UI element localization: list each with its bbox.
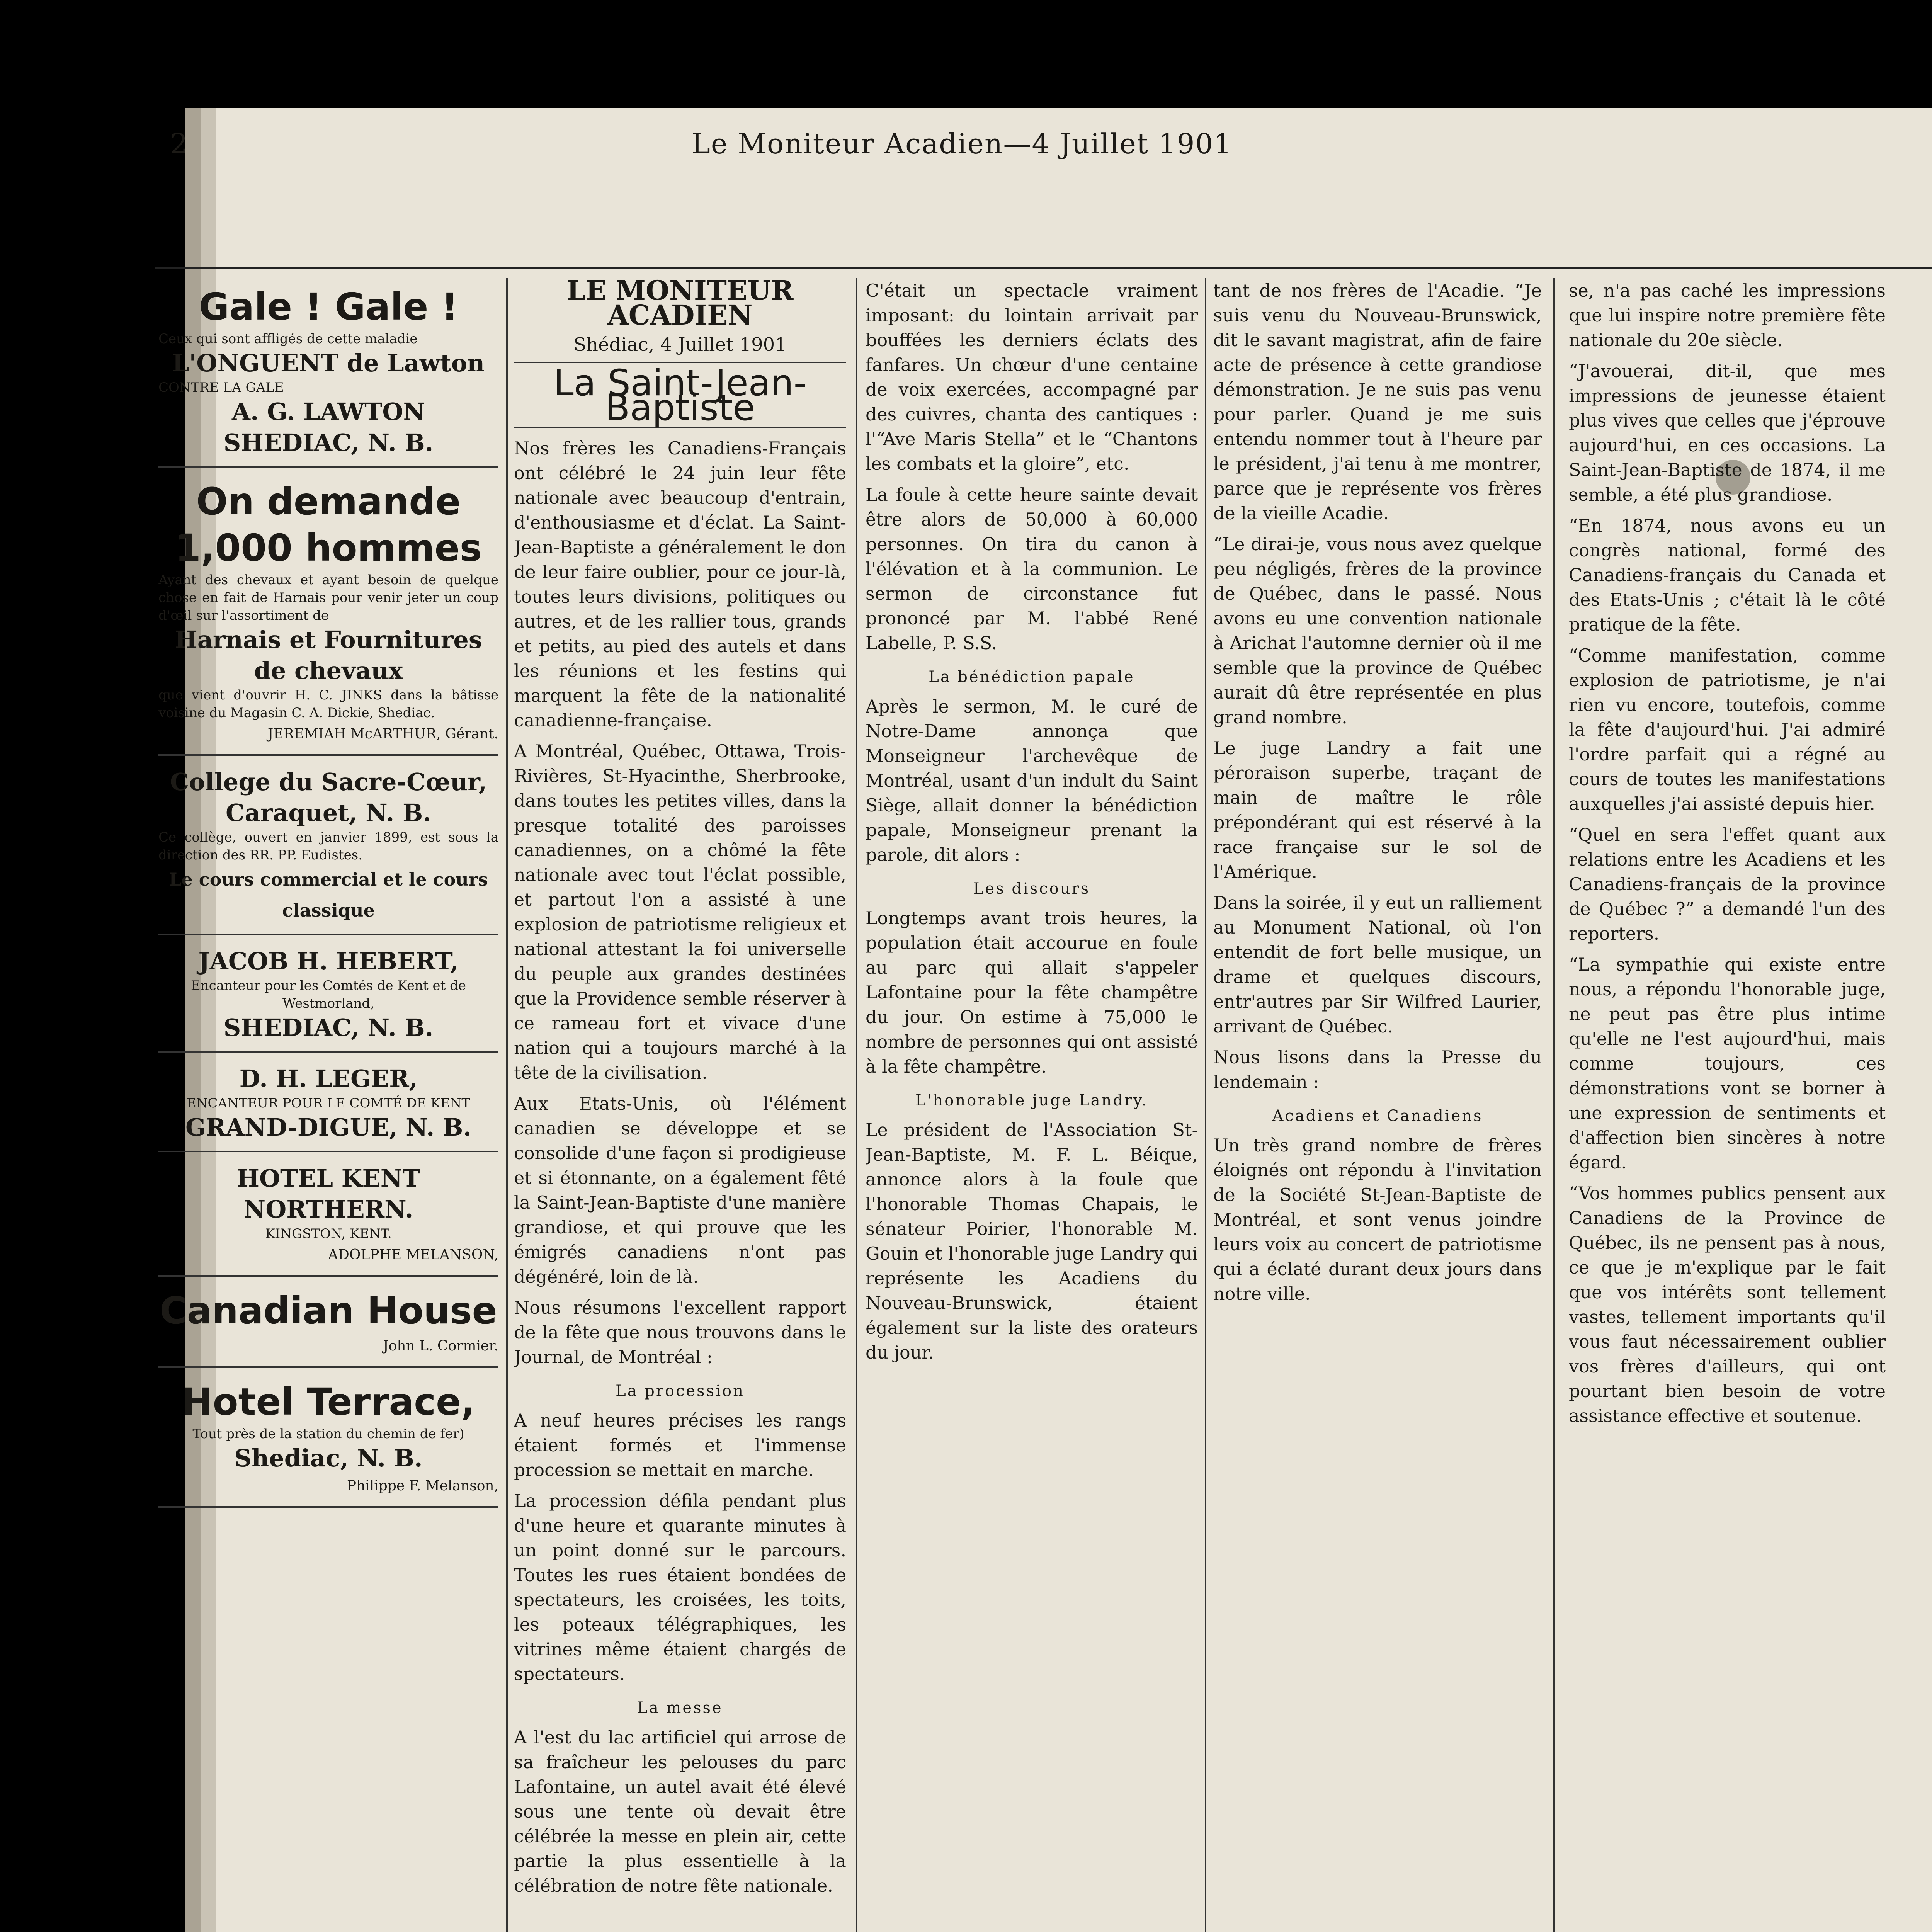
masthead-rule — [155, 267, 1932, 269]
paragraph: Nous résumons l'excellent rapport de la fête que nous trouvons dans le Journal, de Montréal : — [514, 1297, 846, 1367]
paragraph: “Vos hommes publics pensent aux Canadiens de la Province de Québec, ils ne pensent pas à nous, ce que je m'explique par le fait que vos intérêts sont tellement vastes, tellement importants qu'il vous faut nécessairement oublier vos frères d'ailleurs, qui ont pourtant bien besoin de votre assistance effective et soutenue. — [1569, 1183, 1886, 1426]
masthead — [170, 128, 1932, 166]
paragraph: La procession défila pendant plus d'une heure et quarante minutes à un point donné sur le parcours. Toutes les rues étaient bondées de spectateurs, les croisées, les toits, les poteaux télégraphiques, les vitrines même étaient chargés de spectateurs. — [514, 1490, 846, 1684]
paragraph: Nos frères les Canadiens-Français ont célébré le 24 juin leur fête nationale avec beaucoup d'entrain, d'enthousiasme et d'éclat. La Saint-Jean-Baptiste a généralement le don de leur faire oublier, pour ce jour-là, toutes leurs divisions, politiques ou autres, et de les rallier tous, grands et petits, au pied des autels et dans les réunions et les festins qui marquent la fête de la nationalité canadienne-française. — [514, 438, 846, 731]
paper-name: LE MONITEUR ACADIEN — [566, 278, 794, 331]
paragraph: A l'est du lac artificiel qui arrose de sa fraîcheur les pelouses du parc Lafontaine, un autel avait été élevé sous une tente où devait être célébrée la messe en plein air, cette partie la plus essentielle à la célébration de notre fête nationale. — [514, 1727, 846, 1896]
section-heading: La procession — [616, 1382, 745, 1400]
article-column-4 — [1569, 278, 1886, 1932]
paragraph: C'était un spectacle vraiment imposant: du lointain arrivait par bouffées les derniers éclats des fanfares. Un chœur d'une centaine de voix exercées, accompagné par des cuivres, chanta des cantiques : l'“Ave Maris Stella” et le “Chantons les combats et la gloire”, etc. — [866, 280, 1198, 474]
section-heading: L'honorable juge Landry. — [915, 1092, 1148, 1109]
paragraph: Le président de l'Association St-Jean-Baptiste, M. F. L. Béique, annonce alors à la foule que l'honorable Thomas Chapais, le sénateur Poirier, l'honorable M. Gouin et l'honorable juge Landry qui représente les Acadiens du Nouveau-Brunswick, étaient également sur la liste des orateurs du jour. — [866, 1119, 1198, 1363]
ad-leger: D. H. LEGER, ENCANTEUR POUR LE COMTÉ DE KENT GRAND-DIGUE, N. B. — [158, 1058, 498, 1152]
column-rule — [856, 278, 857, 1932]
column-rule — [1205, 278, 1206, 1932]
ad-gale-title: Gale ! Gale ! — [199, 285, 458, 328]
editorial-masthead — [514, 278, 846, 363]
paragraph: tant de nos frères de l'Acadie. “Je suis venu du Nouveau-Brunswick, dit le savant magistrat, afin de faire acte de présence à cette grandiose démonstration. Je ne suis pas venu pour parler. Quand je me suis entendu nommer tout à l'heure par le président, j'ai tenu à me montrer, parce que je représente vos frères de la vieille Acadie. — [1213, 280, 1542, 524]
ad-college: College du Sacre-Cœur, Caraquet, N. B. Ce collège, ouvert en janvier 1899, est sous la direction des RR. PP. Eudistes. Le cours commercial et le cours classique — [158, 761, 498, 935]
ad-harnais-title: On demande 1,000 hommes — [175, 480, 482, 570]
paragraph: “La sympathie qui existe entre nous, a répondu l'honorable juge, ne peut pas être plus intime qu'elle ne l'est aujourd'hui, mais comme toujours, ces démonstrations vont se borner à une expression de sentiments et d'affection bien sincères à notre égard. — [1569, 954, 1886, 1173]
article-column-3 — [1213, 278, 1542, 1932]
ad-hotel-kent: HOTEL KENT NORTHERN. KINGSTON, KENT. ADOLPHE MELANSON, — [158, 1158, 498, 1277]
ad-hotel-terrace: Hotel Terrace, Tout près de la station du chemin de fer) Shediac, N. B. Philippe F. Melanson, — [158, 1373, 498, 1508]
paragraph: “Quel en sera l'effet quant aux relations entre les Acadiens et les Canadiens-français de la province de Québec ?” a demandé l'un des reporters. — [1569, 824, 1886, 944]
paragraph: “En 1874, nous avons eu un congrès national, formé des Canadiens-français du Canada et des Etats-Unis ; c'était là le côté pratique de la fête. — [1569, 515, 1886, 635]
page-number: 2 — [170, 128, 188, 160]
ad-hebert: JACOB H. HEBERT, Encanteur pour les Comtés de Kent et de Westmorland, SHEDIAC, N. B. — [158, 940, 498, 1053]
ad-harnais: On demande 1,000 hommes Ayant des chevaux et ayant besoin de quelque chose en fait de Harnais pour venir jeter un coup d'œil sur l'assortiment de Harnais et Fournitures de chevaux que vient d'ouvrir H. C. JINKS dans la bâtisse voisine du Magasin C. A. Dickie, Shediac. JEREMIAH McARTHUR, Gérant. — [158, 473, 498, 756]
section-heading: La bénédiction papale — [929, 668, 1135, 686]
paragraph: Longtemps avant trois heures, la population était accourue en foule au parc qui allait s'appeler Lafontaine pour la fête champêtre du jour. On estime à 75,000 le nombre de personnes qui ont assisté à la fête champêtre. — [866, 908, 1198, 1077]
ads-column — [158, 278, 498, 1932]
paragraph: A Montréal, Québec, Ottawa, Trois-Rivières, St-Hyacinthe, Sherbrooke, dans toutes les petites villes, dans la presque totalité des paroisses canadiennes, on a chômé la fête nationale avec tout l'éclat possible, et partout l'on a assisté à une explosion de patriotisme religieux et national attestant la foi universelle du peuple aux grandes destinées que la Providence semble réserver à ce rameau fort et vivace d'une nation qui a toujours marché à la tête de la civilisation. — [514, 741, 846, 1083]
paragraph: Dans la soirée, il y eut un ralliement au Monument National, où l'on entendit de fort belle musique, un drame et quelques discours, entr'autres par Sir Wilfred Laurier, arrivant de Québec. — [1213, 892, 1542, 1037]
section-heading: Les discours — [973, 880, 1090, 898]
article-column-2 — [866, 278, 1198, 1932]
section-heading: Acadiens et Canadiens — [1272, 1107, 1483, 1125]
paragraph: “Le dirai-je, vous nous avez quelque peu négligés, frères de la province de Québec, dans le passé. Nous avons eu une convention nationale à Arichat l'automne dernier où il me semble que la province de Québec aurait dû être représentée en plus grand nombre. — [1213, 534, 1542, 728]
paragraph: “Comme manifestation, comme explosion de patriotisme, je n'ai rien vu encore, toutefois, comme la fête d'aujourd'hui. J'ai admiré l'ordre parfait qui a régné au cours de toutes les manifestations auxquelles j'ai assisté depuis hier. — [1569, 645, 1886, 814]
paragraph: Un très grand nombre de frères éloignés ont répondu à l'invitation de la Société St-Jean-Baptiste de Montréal, et sont venus joindre leurs voix au concert de patriotisme qui a éclaté durant deux jours dans notre ville. — [1213, 1135, 1542, 1304]
dateline: Shédiac, 4 Juillet 1901 — [573, 334, 787, 355]
column-rule — [506, 278, 508, 1932]
article-column-1 — [514, 278, 846, 1932]
paragraph: A neuf heures précises les rangs étaient formés et l'immense procession se mettait en marche. — [514, 1410, 846, 1480]
column-rule — [1553, 278, 1555, 1932]
section-heading: La messe — [637, 1699, 723, 1717]
masthead-title: Le Moniteur Acadien—4 Juillet 1901 — [692, 128, 1233, 160]
paragraph: Aux Etats-Unis, où l'élément canadien se développe et se consolide d'une façon si prodigieuse et si étonnante, on a également fêté la Saint-Jean-Baptiste d'une manière grandiose, et qui prouve que les émigrés canadiens n'ont pas dégénéré, loin de là. — [514, 1093, 846, 1287]
paragraph: se, n'a pas caché les impressions que lui inspire notre première fête nationale du 20e siècle. — [1569, 280, 1886, 350]
ad-gale: Gale ! Gale ! Ceux qui sont affligés de cette maladie L'ONGUENT de Lawton CONTRE LA GALE A. G. LAWTON SHEDIAC, N. B. — [158, 278, 498, 468]
paragraph: Nous lisons dans la Presse du lendemain : — [1213, 1047, 1542, 1092]
paragraph: La foule à cette heure sainte devait être alors de 50,000 à 60,000 personnes. On tira du canon à l'élévation et à la communion. Le sermon de circonstance fut prononcé par M. l'abbé René Labelle, P. S.S. — [866, 484, 1198, 653]
paragraph: Le juge Landry a fait une péroraison superbe, traçant de main de maître le rôle prépondérant qui est réservé à la race française sur le sol de l'Amérique. — [1213, 738, 1542, 882]
article-headline: La Saint-Jean-Baptiste — [514, 371, 846, 428]
paragraph: “J'avouerai, dit-il, que mes impressions de jeunesse étaient plus vives que celles que j'éprouve aujourd'hui, en ces occasions. La Saint-Jean-Baptiste de 1874, il me semble, a été plus grandiose. — [1569, 361, 1886, 505]
ad-canadian-house: Canadian House John L. Cormier. — [158, 1282, 498, 1368]
paragraph: Après le sermon, M. le curé de Notre-Dame annonça que Monseigneur l'archevêque de Montréal, usant d'un indult du Saint Siège, allait donner la bénédiction papale, Monseigneur prenant la parole, dit alors : — [866, 696, 1198, 865]
